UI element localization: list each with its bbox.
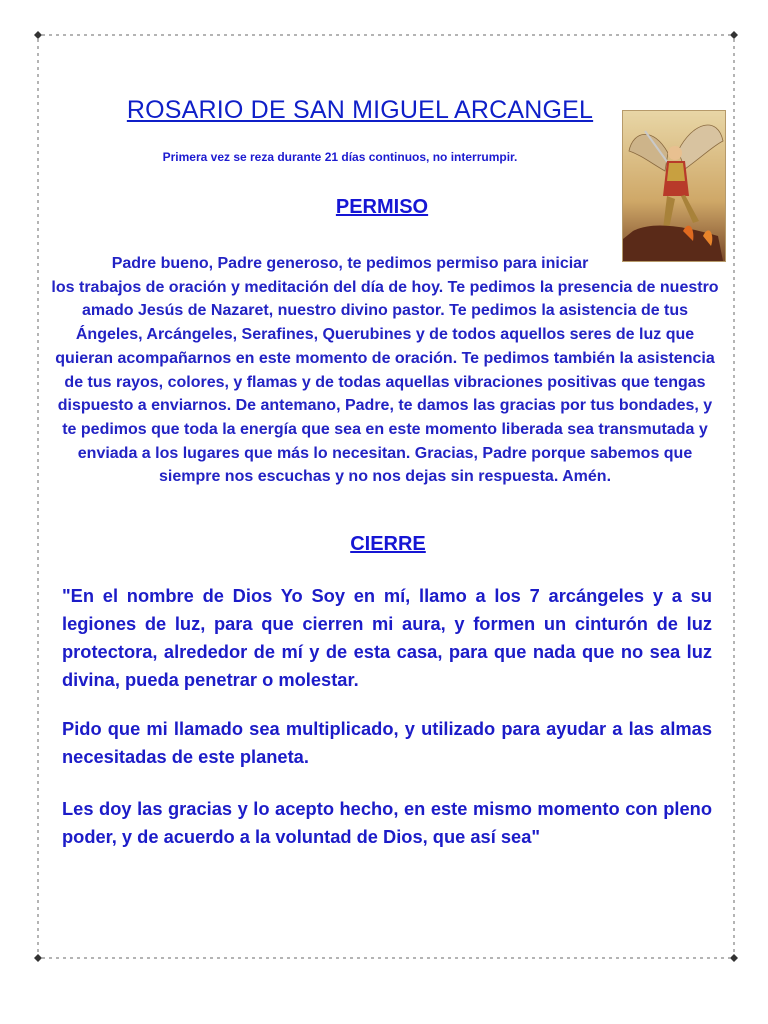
permiso-paragraph <box>50 252 720 489</box>
cierre-heading: CIERRE <box>350 533 426 555</box>
cierre-paragraph-2: Pido que mi llamado sea multiplicado, y utilizado para ayudar a las almas necesitadas de este planeta. <box>62 718 712 767</box>
subtitle-note: Primera vez se reza durante 21 días continuos, no interrumpir. <box>162 150 518 164</box>
cierre-paragraph-3: Les doy las gracias y lo acepto hecho, en este mismo momento con pleno poder, y de acuerdo a la voluntad de Dios, que así sea" <box>62 798 712 847</box>
document-title: ROSARIO DE SAN MIGUEL ARCANGEL <box>126 96 594 124</box>
permiso-first-line: Padre bueno, Padre generoso, te pedimos permiso para iniciar <box>111 255 589 272</box>
saint-michael-image <box>622 110 726 262</box>
cierre-paragraph-1: "En el nombre de Dios Yo Soy en mí, llamo a los 7 arcángeles y a su legiones de luz, para que cierren mi aura, y formen un cinturón de luz protectora, alrededor de mí y de esta casa, para que nada que no sea luz divina, pueda penetrar o molestar. <box>62 585 712 690</box>
permiso-heading: PERMISO <box>335 196 429 218</box>
permiso-body: los trabajos de oración y meditación del día de hoy. Te pedimos la presencia de nuestro amado Jesús de Nazaret, nuestro divino pastor. Te pedimos la asistencia de tus Ángeles, Arcángeles, Serafines, Querubines y de todos aquellos seres de luz que quieran acompañarnos en este momento de oración. Te pedimos también la asistencia de tus rayos, colores, y flamas y de todas aquellas vibraciones positivas que tengas dispuesto a enviarnos. De antemano, Padre, te damos las gracias por tus bondades, y te pedimos que toda la energía que sea en este momento liberada sea transmutada y enviada a los lugares que más lo necesitan. Gracias, Padre porque sabemos que siempre nos escuchas y no nos dejas sin respuesta. Amén. <box>51 278 719 486</box>
